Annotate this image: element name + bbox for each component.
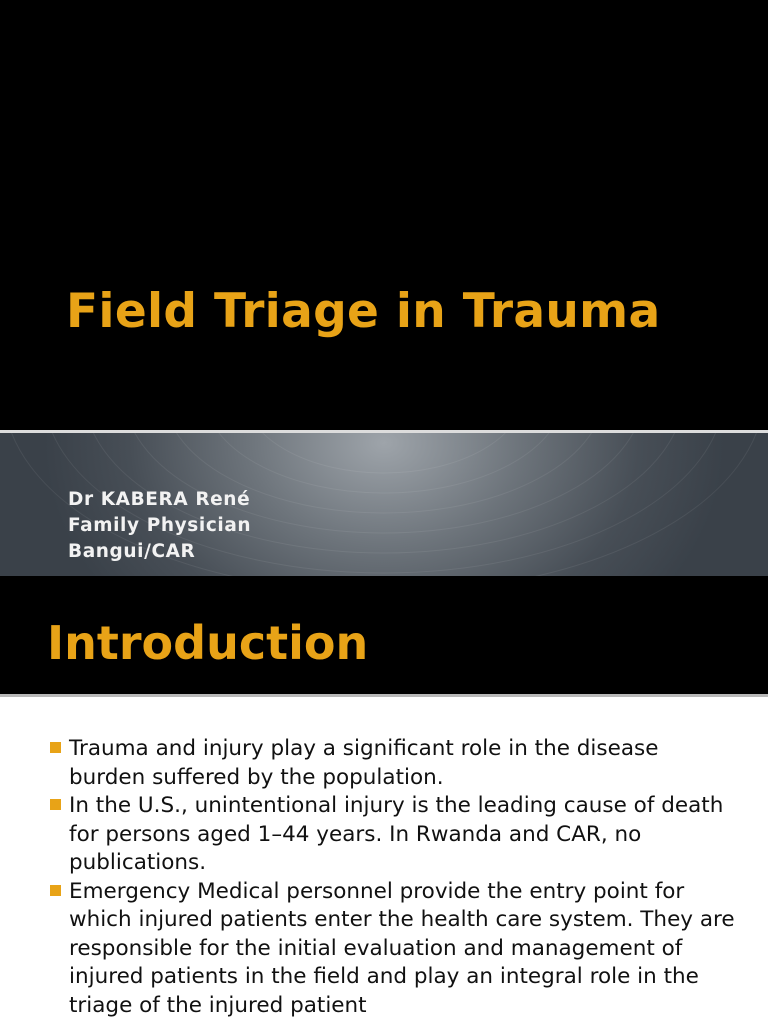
presenter-location: Bangui/CAR bbox=[68, 541, 196, 562]
introduction-slide bbox=[0, 576, 768, 1024]
presenter-role: Family Physician bbox=[68, 515, 252, 536]
subtitle-band bbox=[0, 433, 768, 576]
bullet-text: In the U.S., unintentional injury is the leading cause of death for persons aged 1–44 years. In Rwanda and CAR, no publications. bbox=[69, 793, 724, 875]
list-item bbox=[50, 735, 740, 792]
bullet-square-icon bbox=[50, 885, 61, 896]
presenter-info bbox=[68, 487, 251, 565]
slide-title: Introduction bbox=[47, 616, 369, 670]
slide-header bbox=[0, 576, 768, 694]
bullet-text: Emergency Medical personnel provide the entry point for which injured patients enter the health care system. They are responsible for the initial evaluation and management of injured patients in the field and play an integral role in the triage of the injured patient bbox=[69, 878, 735, 1018]
slide-title: Field Triage in Trauma bbox=[66, 284, 661, 339]
list-item bbox=[50, 878, 740, 1021]
bullet-text: Trauma and injury play a significant role in the disease burden suffered by the population. bbox=[69, 736, 659, 790]
list-item bbox=[50, 792, 740, 878]
divider-line bbox=[0, 694, 768, 697]
bullet-square-icon bbox=[50, 799, 61, 810]
presenter-name: Dr KABERA René bbox=[68, 489, 251, 510]
bullet-square-icon bbox=[50, 742, 61, 753]
bullet-list bbox=[50, 735, 740, 1020]
